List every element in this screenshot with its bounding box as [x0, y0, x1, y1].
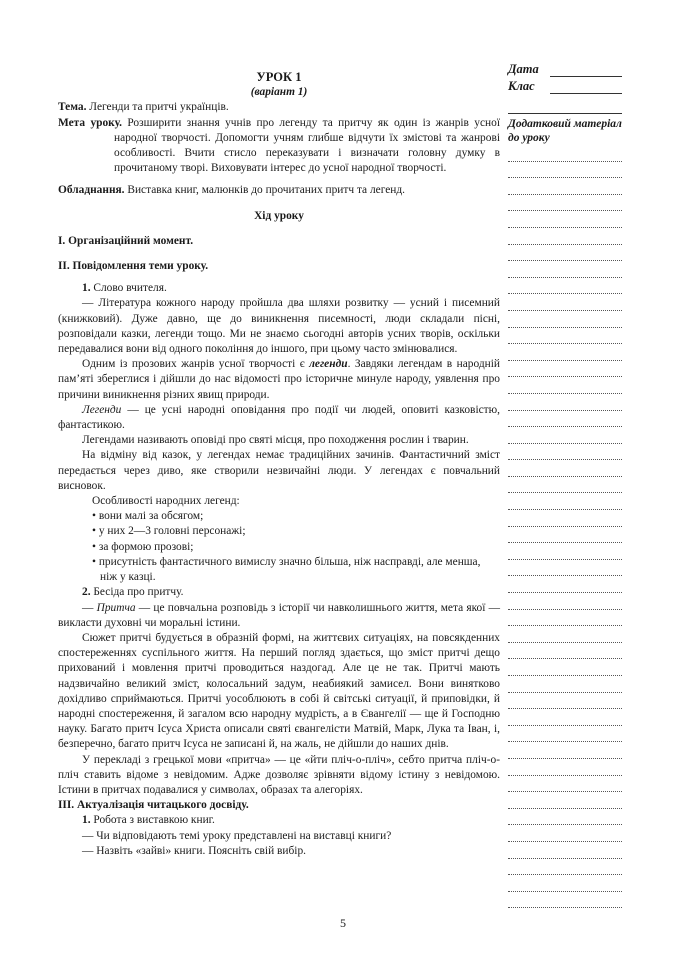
note-line	[508, 809, 622, 826]
note-line	[508, 278, 622, 295]
note-line	[508, 162, 622, 179]
section-2-heading: II. Повідомлення теми уроку.	[58, 260, 209, 273]
note-line	[508, 411, 622, 428]
paragraph-2-end: . Завдяки легендам в народній пам’яті збереглися і дійшли до нас відомості про історичне минуле народу, уявлення про причини виникнення різних явищ природи.	[58, 358, 500, 401]
feature-item: • вони малі за обсягом;	[92, 510, 204, 523]
lesson-content	[58, 70, 500, 859]
note-line	[508, 643, 622, 660]
note-line	[508, 377, 622, 394]
item-1-text: Слово вчителя.	[90, 282, 167, 295]
note-line	[508, 859, 622, 876]
note-line	[508, 477, 622, 494]
note-line	[508, 245, 622, 262]
paragraph-6-dash: —	[82, 601, 97, 614]
goal-text: Розширити знання учнів про легенду та притчу як один із жанрів усної народної творчості. Допомогти учням глибше відчути їх змістові та жанрові особливості. Вчити стисло переказувати і визначати головну думку в прочитаному творі. Виховувати інтерес до усної народної творчості.	[114, 116, 501, 175]
item-3	[58, 813, 500, 828]
question-1: — Чи відповідають темі уроку представлені на виставці книги?	[82, 829, 392, 842]
note-line	[508, 145, 622, 162]
note-line	[508, 211, 622, 228]
note-line	[508, 875, 622, 892]
parable-definition: — це повчальна розповідь з історії чи навколишнього життя, мета якої — викласти духовні чи моральні істини.	[58, 601, 500, 629]
lesson-title: УРОК 1	[256, 70, 302, 84]
item-3-number: 1.	[82, 814, 91, 827]
class-field	[508, 79, 622, 96]
paragraph-4: Легендами називають оповіді про святі місця, про походження рослин і тварин.	[82, 434, 469, 447]
paragraph-3	[58, 403, 500, 433]
page-number: 5	[340, 916, 346, 930]
item-1	[58, 281, 500, 296]
note-line	[508, 709, 622, 726]
note-line	[508, 444, 622, 461]
note-line	[508, 311, 622, 328]
features-title: Особливості народних легенд:	[92, 495, 240, 508]
note-line	[508, 610, 622, 627]
note-line	[508, 842, 622, 859]
extra-material-label: Додатковий матеріал до уроку	[508, 118, 622, 144]
note-line	[508, 427, 622, 444]
legend-definition-term: Легенди	[82, 403, 122, 416]
equipment-label: Обладнання.	[58, 184, 125, 197]
note-line	[508, 344, 622, 361]
parable-term: Притча	[96, 601, 136, 614]
paragraph-2	[58, 357, 500, 403]
note-line	[508, 825, 622, 842]
note-line	[508, 693, 622, 710]
note-line	[508, 228, 622, 245]
note-line	[508, 742, 622, 759]
section-1-heading: I. Організаційний момент.	[58, 234, 194, 247]
item-1-number: 1.	[82, 282, 91, 295]
note-line	[508, 626, 622, 643]
date-label: Дата	[508, 62, 539, 76]
note-line	[508, 576, 622, 593]
note-line	[508, 659, 622, 676]
topic-label: Тема.	[58, 101, 87, 114]
feature-item: • за формою прозові;	[92, 540, 194, 553]
note-line	[508, 178, 622, 195]
paragraph-2-start: Одним із прозових жанрів усної творчості є	[82, 358, 310, 371]
course-heading: Хід уроку	[254, 209, 304, 222]
item-2	[58, 585, 500, 600]
equipment-line	[58, 183, 500, 198]
note-line	[508, 759, 622, 776]
paragraph-8: У перекладі з грецької мови «притча» — це «йти пліч-о-пліч», себто притча пліч-о-пліч ставить відоме з невідомим. Адже дозволяє зрівняти відому істину з невідомою. Істини в притчах подавалися у символах, образах та алегоріях.	[58, 753, 500, 796]
note-line	[508, 527, 622, 544]
topic-line	[58, 100, 500, 115]
class-label: Клас	[508, 79, 535, 93]
paragraph-6	[58, 601, 500, 631]
note-line	[508, 460, 622, 477]
note-line	[508, 676, 622, 693]
note-line	[508, 543, 622, 560]
note-line	[508, 394, 622, 411]
item-2-number: 2.	[82, 586, 91, 599]
lesson-variant: (варіант 1)	[250, 86, 308, 99]
item-2-text: Бесіда про притчу.	[90, 586, 184, 599]
notes-lines	[508, 145, 622, 908]
topic-text: Легенди та притчі українців.	[86, 101, 229, 114]
note-line	[508, 361, 622, 378]
feature-item: • присутність фантастичного вимислу значно більша, ніж насправді, але менша, ніж у казці.	[92, 555, 481, 584]
note-line	[508, 294, 622, 311]
paragraph-1: — Література кожного народу пройшла два шляхи розвитку — усний і писемний (книжковий). Дуже давно, ще до виникнення писемності, люди складали пісні, розповідали казки, легенди тощо. Ми не знаємо сьогодні авторів усних творів, оскільки передавалися вони від одного покоління до іншого, при цьому часто змінювалися.	[58, 297, 500, 356]
note-line	[508, 328, 622, 345]
paragraph-5: На відміну від казок, у легендах немає традиційних зачинів. Фантастичний зміст передається через диво, яке створили незвичайні люди. У легендах є повчальний висновок.	[58, 449, 500, 492]
feature-item: • у них 2—3 головні персонажі;	[92, 525, 246, 538]
note-line	[508, 726, 622, 743]
item-3-text: Робота з виставкою книг.	[90, 814, 215, 827]
class-line	[550, 93, 622, 94]
note-line	[508, 892, 622, 909]
legend-definition: — це усні народні оповідання про події чи людей, оповиті казковістю, фантастикою.	[58, 403, 500, 432]
note-line	[508, 560, 622, 577]
note-line	[508, 593, 622, 610]
note-line	[508, 261, 622, 278]
section-3-heading: III. Актуалізація читацького досвіду.	[58, 799, 249, 812]
note-line	[508, 776, 622, 793]
note-line	[508, 510, 622, 527]
question-2: — Назвіть «зайві» книги. Поясніть свій вибір.	[82, 844, 307, 857]
note-line	[508, 195, 622, 212]
equipment-text: Виставка книг, малюнків до прочитаних притч та легенд.	[124, 184, 406, 197]
note-line	[508, 493, 622, 510]
divider	[508, 96, 622, 114]
goal-label: Мета уроку.	[58, 116, 122, 129]
goal-paragraph	[58, 116, 500, 177]
paragraph-7: Сюжет притчі будується в образній формі, на життєвих ситуаціях, на повсякденних спостереженнях суспільного життя. На перший погляд здається, що зміст притчі дещо прихований і мовлення притчі проводиться наздогад. Але це не так. Притчі мають надзвичайно великий зміст, колосальний задум, неабиякий замисел. Вони винятково дохідливо сприймаються. Притчі уособлюють в собі й світські ситуації, й приповідки, й народні спостереження, й загалом всю народну мудрість, а в Євангелії — ще й Господню науку. Багато притч Ісуса Христа описали святі євангелісти Матвій, Марк, Лука та Іван, і, безперечно, багато притч Ісуса не записані й, на жаль, не дійшли до наших днів.	[58, 631, 500, 751]
date-line	[550, 76, 622, 77]
note-line	[508, 792, 622, 809]
sidebar	[508, 62, 622, 908]
legend-term: легенди	[309, 358, 348, 371]
date-field	[508, 62, 622, 79]
